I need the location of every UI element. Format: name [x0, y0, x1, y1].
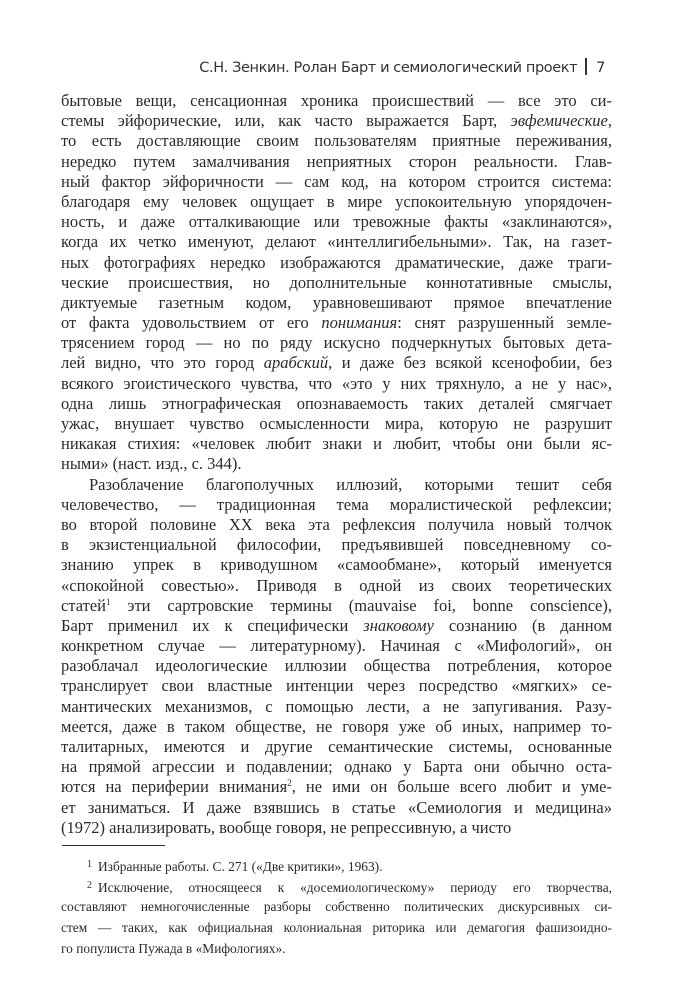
text-line	[61, 91, 612, 111]
text-segment: «спокойной совестью». Приводя в одной из своих теоретических	[61, 575, 612, 595]
text-line	[61, 777, 612, 797]
text-line	[61, 757, 612, 777]
text-segment: знанию упрек в криводушном «самообмане», который именуется	[61, 555, 612, 575]
text-line	[61, 293, 612, 313]
text-segment: ,	[607, 111, 612, 131]
text-line	[61, 313, 612, 333]
text-line	[61, 333, 612, 353]
footnote-text: стем — таких, как официальная колониальная риторика или демагогия фашизоидно-	[61, 920, 612, 935]
text-segment: эти сартровские термины (mauvaise foi, bonne conscience),	[110, 595, 612, 615]
text-line	[61, 596, 612, 616]
text-line	[61, 495, 612, 515]
text-segment: диктуемые газетным кодом, уравновешивают прямое впечатление	[61, 292, 612, 312]
footnote-ref: 1	[106, 596, 111, 607]
text-line	[61, 152, 612, 172]
text-segment: статей	[61, 595, 106, 615]
footnotes	[61, 854, 612, 959]
running-header	[199, 58, 605, 76]
text-line	[61, 454, 612, 474]
text-segment: транслирует свои властные интенции через посредство «мягких» се-	[61, 676, 612, 696]
text-segment: трясением город — но по ряду искусно подчеркнутых бытовых дета-	[61, 333, 612, 353]
text-line	[61, 535, 612, 555]
text-line	[61, 273, 612, 293]
text-segment: когда их четко именуют, делают «интеллигибельными». Так, на газет-	[61, 232, 612, 252]
text-segment: (1972) анализировать, вообще говоря, не репрессивную, а чисто	[61, 817, 512, 837]
text-line	[61, 192, 612, 212]
page-number: 7	[596, 60, 605, 76]
text-line	[61, 515, 612, 535]
footnote-rule	[62, 845, 165, 846]
text-line	[61, 111, 612, 131]
footnote-text: Избранные работы. С. 271 («Две критики», 1963).	[98, 859, 383, 874]
text-segment: меется, даже в таком обществе, не говоря уже об иных, например то-	[61, 716, 612, 736]
text-segment: одна лишь этнографическая опознаваемость таких деталей смягчает	[61, 393, 612, 413]
running-title: С.Н. Зенкин. Ролан Барт и семиологический проект	[199, 60, 578, 76]
text-line	[61, 676, 612, 696]
text-line	[61, 374, 612, 394]
text-line	[61, 818, 612, 838]
footnote-text: го популиста Пужада в «Мифологиях».	[61, 941, 286, 956]
text-segment: нередко путем замалчивания неприятных сторон реальности. Глав-	[61, 151, 612, 171]
text-line	[61, 697, 612, 717]
footnote-number: 2	[87, 880, 92, 891]
text-segment: Барт применил их к специфически	[61, 615, 364, 635]
text-segment: всякого эгоистического чувства, что «это у них тряхнуло, а не у нас»,	[61, 373, 612, 393]
text-segment: ность, и даже отталкивающие или тревожные факты «заклинаются»,	[61, 212, 612, 232]
text-segment: на прямой агрессии и подавлении; однако у Барта они обычно оста-	[61, 757, 612, 777]
text-segment: то есть доставляющие своим пользователям приятные переживания,	[61, 131, 612, 151]
footnote-line	[61, 854, 612, 875]
text-segment: никакая стихия: «человек любит знаки и любит, чтобы они были яс-	[61, 434, 612, 454]
text-segment: ются на периферии внимания	[61, 777, 288, 797]
text-line	[61, 394, 612, 414]
emphasis: арабский	[263, 353, 329, 373]
footnote-line	[61, 896, 612, 917]
text-line	[61, 798, 612, 818]
text-line	[61, 576, 612, 596]
text-segment: ет заниматься. И даже взявшись в статье «Семиология и медицина»	[61, 797, 612, 817]
text-segment: ужас, внушает чувство осмысленности мира, которую не разрушит	[61, 414, 612, 433]
text-line	[61, 737, 612, 757]
text-segment: , не ими он больше всего любит и уме-	[291, 777, 612, 797]
text-line	[61, 253, 612, 273]
text-segment: конкретном случае — литературному). Начиная с «Мифологий», он	[61, 636, 612, 656]
text-line	[61, 212, 612, 232]
text-segment: ных фотографиях нередко изображаются драматические, даже траги-	[61, 252, 612, 272]
body-text	[61, 91, 612, 838]
text-segment: во второй половине XX века эта рефлексия получила новый толчок	[61, 514, 612, 534]
footnote-ref: 2	[287, 778, 292, 789]
footnote-line	[61, 917, 612, 938]
text-segment: человечество, — традиционная тема моралистической рефлексии;	[61, 494, 612, 514]
text-line	[61, 131, 612, 151]
text-segment: бытовые вещи, сенсационная хроника происшествий — все это си-	[61, 91, 612, 110]
text-segment: сознанию (в данном	[433, 615, 612, 635]
text-line	[61, 475, 612, 495]
text-segment: благодаря ему человек ощущает в мире успокоительную упорядочен-	[61, 191, 612, 211]
footnote-line	[61, 938, 612, 959]
text-segment: ный фактор эйфоричности — сам код, на котором строится система:	[61, 171, 612, 191]
text-segment: мантических механизмов, с помощью лести, а не запугивания. Разу-	[61, 696, 612, 716]
emphasis: знаковому	[363, 615, 434, 635]
text-segment: стемы эйфорические, или, как часто выражается Барт,	[61, 111, 511, 131]
text-line	[61, 656, 612, 676]
text-line	[61, 717, 612, 737]
text-segment: разоблачал идеологические иллюзии общества потребления, которое	[61, 656, 612, 676]
text-line	[61, 434, 612, 454]
emphasis: эвфемические	[510, 111, 608, 131]
text-segment: талитарных, имеются и другие семантические системы, основанные	[61, 737, 612, 756]
text-line	[61, 636, 612, 656]
footnote-text: Исключение, относящееся к «досемиологическому» периоду его творчества,	[98, 880, 612, 895]
text-segment: от факта удовольствием от его	[61, 313, 322, 333]
text-segment: ными» (наст. изд., с. 344).	[61, 454, 242, 474]
footnote-line	[61, 875, 612, 896]
text-segment: лей видно, что это город	[61, 353, 264, 373]
text-line	[61, 555, 612, 575]
text-line	[61, 172, 612, 192]
emphasis: понимания	[321, 313, 398, 333]
text-segment: : снят разрушенный земле-	[397, 313, 612, 333]
text-line	[61, 616, 612, 636]
footnote-text: составляют немногочисленные разборы собственно политических дискурсивных си-	[61, 899, 612, 914]
text-line	[61, 353, 612, 373]
header-divider	[585, 58, 587, 75]
text-line	[61, 232, 612, 252]
footnote-number: 1	[87, 859, 92, 870]
text-segment: в экзистенциальной философии, предъявившей повседневному со-	[61, 535, 612, 555]
text-segment: Разоблачение благополучных иллюзий, которыми тешит себя	[89, 474, 612, 494]
text-segment: ческие происшествия, но дополнительные коннотативные смыслы,	[61, 272, 612, 292]
text-segment: , и даже без всякой ксенофобии, без	[328, 353, 612, 373]
text-line	[61, 414, 612, 434]
